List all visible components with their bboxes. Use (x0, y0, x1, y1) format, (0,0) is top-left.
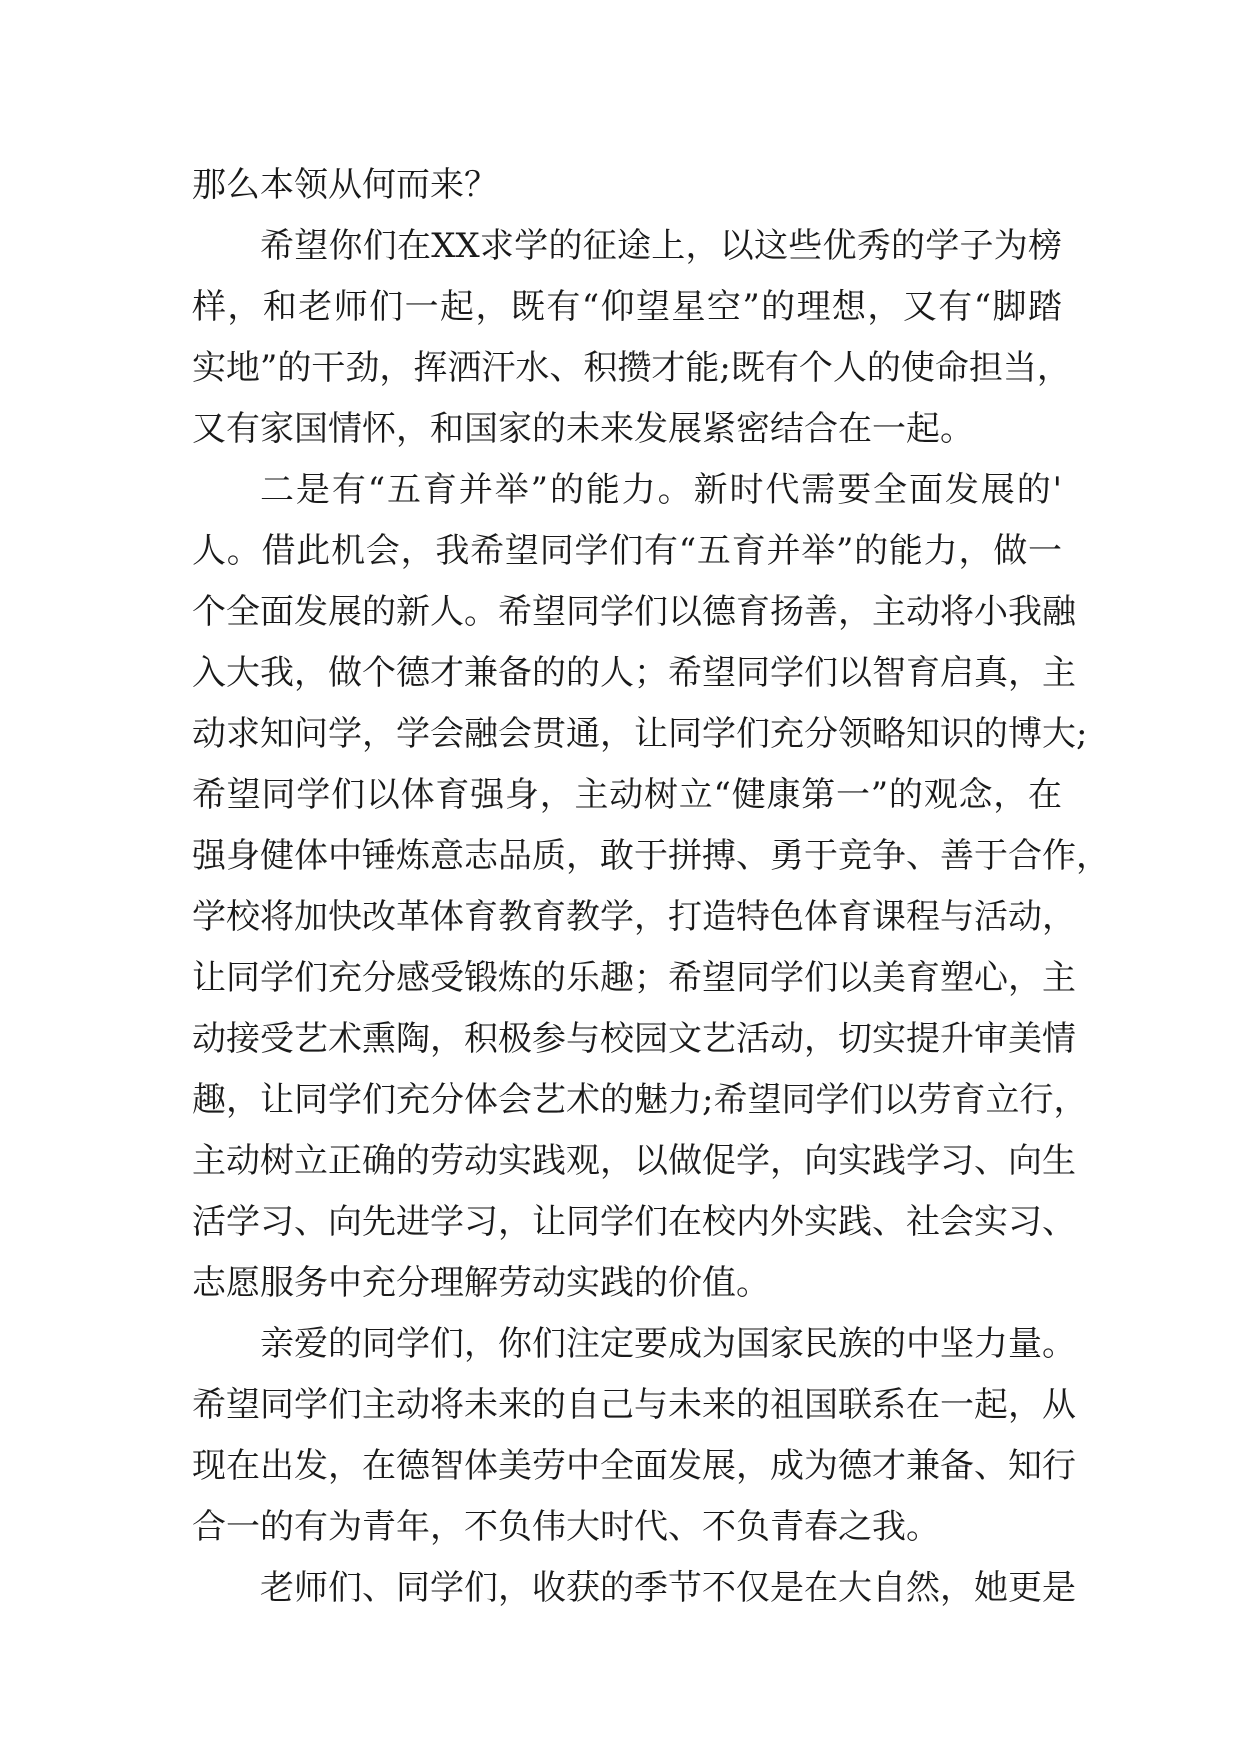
text-line: 个全面发展的新人。希望同学们以德育扬善，主动将小我融 (192, 592, 1076, 632)
text-line: 活学习、向先进学习，让同学们在校内外实践、社会实习、 (192, 1202, 1076, 1242)
text-line: 希望同学们主动将未来的自己与未来的祖国联系在一起，从 (192, 1385, 1076, 1425)
text-line: 又有家国情怀，和国家的未来发展紧密结合在一起。 (192, 409, 974, 449)
paragraph-start-line: 老师们、同学们，收获的季节不仅是在大自然，她更是 (260, 1568, 1076, 1608)
paragraph-start-line: 二是有“五育并举”的能力。新时代需要全面发展的' (260, 470, 1062, 510)
text-line: 让同学们充分感受锻炼的乐趣；希望同学们以美育塑心，主 (192, 958, 1076, 998)
text-line: 强身健体中锤炼意志品质，敢于拼搏、勇于竞争、善于合作， (192, 836, 1110, 876)
text-line: 动求知问学，学会融会贯通，让同学们充分领略知识的博大; (192, 714, 1088, 754)
paragraph-start-line: 亲爱的同学们，你们注定要成为国家民族的中坚力量。 (260, 1324, 1076, 1364)
text-line: 入大我，做个德才兼备的的人；希望同学们以智育启真，主 (192, 653, 1076, 693)
text-line: 合一的有为青年，不负伟大时代、不负青春之我。 (192, 1507, 940, 1547)
body-text (192, 155, 1110, 1619)
text-line: 趣，让同学们充分体会艺术的魅力;希望同学们以劳育立行， (192, 1080, 1088, 1120)
text-line: 志愿服务中充分理解劳动实践的价值。 (192, 1263, 770, 1303)
text-line: 样，和老师们一起，既有“仰望星空”的理想，又有“脚踏 (192, 287, 1062, 327)
text-line: 那么本领从何而来？ (192, 165, 498, 205)
text-line: 人。借此机会，我希望同学们有“五育并举”的能力，做一 (192, 531, 1062, 571)
text-line: 现在出发，在德智体美劳中全面发展，成为德才兼备、知行 (192, 1446, 1076, 1486)
text-line: 动接受艺术熏陶，积极参与校园文艺活动，切实提升审美情 (192, 1019, 1076, 1059)
text-line: 实地”的干劲，挥洒汗水、积攒才能;既有个人的使命担当， (192, 348, 1071, 388)
text-line: 希望同学们以体育强身，主动树立“健康第一”的观念，在 (192, 775, 1062, 815)
paragraph-start-line: 希望你们在XX求学的征途上，以这些优秀的学子为榜 (260, 226, 1062, 266)
text-line: 学校将加快改革体育教育教学，打造特色体育课程与活动， (192, 897, 1076, 937)
text-line: 主动树立正确的劳动实践观，以做促学，向实践学习、向生 (192, 1141, 1076, 1181)
